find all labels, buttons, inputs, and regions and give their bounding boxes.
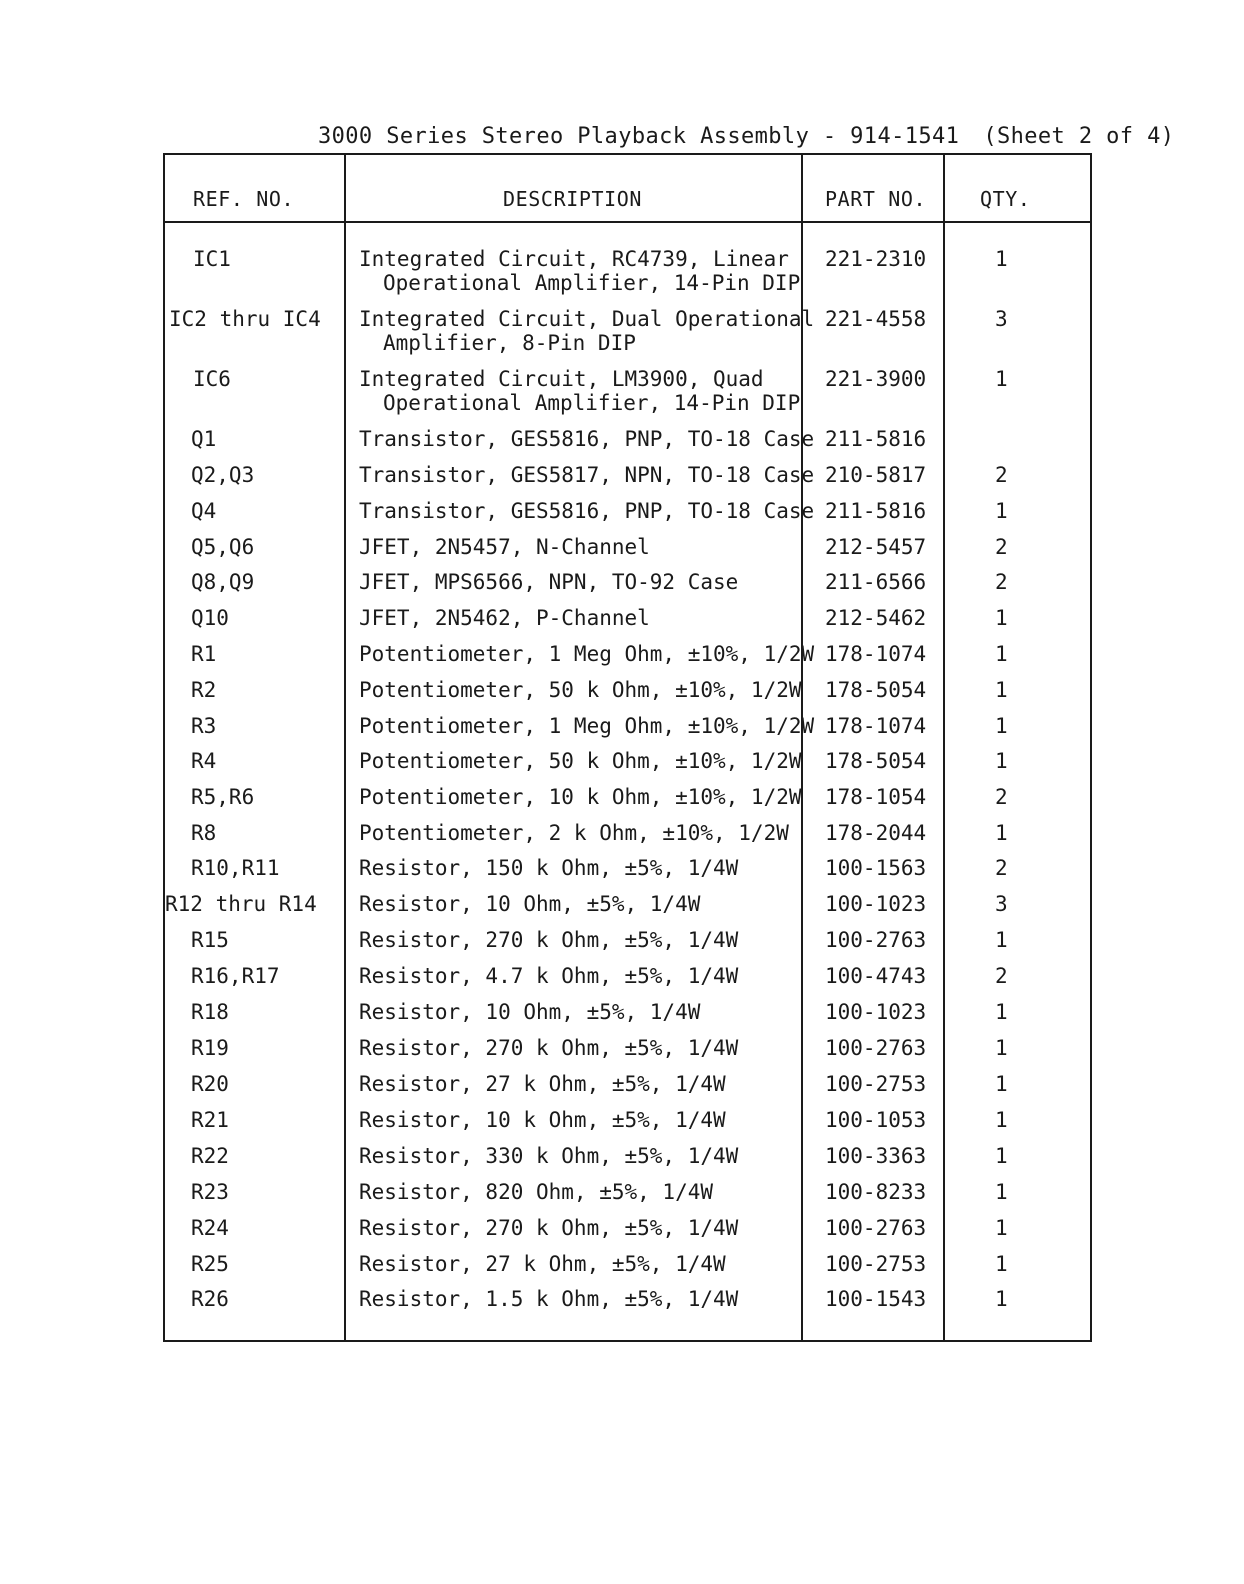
header-qty: QTY.	[980, 187, 1031, 211]
header-part: PART NO.	[825, 187, 927, 211]
description-continuation: Amplifier, 8-Pin DIP	[383, 331, 636, 355]
quantity-cell: 1	[995, 606, 1008, 630]
description-line: Potentiometer, 1 Meg Ohm, ±10%, 1/2W	[359, 642, 815, 666]
description-line: JFET, 2N5457, N-Channel	[359, 535, 650, 559]
quantity-cell: 1	[995, 1072, 1008, 1096]
part-number-cell: 100-1023	[825, 1000, 927, 1024]
ref-cell: R5,R6	[191, 785, 255, 809]
description-cell	[359, 367, 800, 415]
quantity-cell: 1	[995, 714, 1008, 738]
quantity-cell: 1	[995, 1144, 1008, 1168]
description-cell	[359, 499, 814, 523]
header-description: DESCRIPTION	[503, 187, 643, 211]
column-divider	[344, 155, 346, 1340]
quantity-cell: 2	[995, 856, 1008, 880]
ref-cell: Q8,Q9	[191, 570, 255, 594]
description-cell	[359, 678, 802, 702]
description-line: Resistor, 10 k Ohm, ±5%, 1/4W	[359, 1108, 726, 1132]
part-number-cell: 178-5054	[825, 678, 927, 702]
description-line: Resistor, 820 Ohm, ±5%, 1/4W	[359, 1180, 714, 1204]
description-cell	[359, 785, 802, 809]
quantity-cell: 2	[995, 463, 1008, 487]
description-line: Resistor, 150 k Ohm, ±5%, 1/4W	[359, 856, 739, 880]
quantity-cell: 1	[995, 1000, 1008, 1024]
description-cell	[359, 821, 789, 845]
quantity-cell: 3	[995, 892, 1008, 916]
ref-cell: Q4	[191, 499, 217, 523]
parts-table	[163, 153, 1092, 1342]
ref-cell: R18	[191, 1000, 229, 1024]
ref-cell: R24	[191, 1216, 229, 1240]
part-number-cell: 178-5054	[825, 749, 927, 773]
description-line: Resistor, 270 k Ohm, ±5%, 1/4W	[359, 1036, 739, 1060]
part-number-cell: 100-3363	[825, 1144, 927, 1168]
ref-cell: R20	[191, 1072, 229, 1096]
quantity-cell: 2	[995, 570, 1008, 594]
ref-cell: R4	[191, 749, 217, 773]
quantity-cell: 2	[995, 535, 1008, 559]
description-line: Resistor, 270 k Ohm, ±5%, 1/4W	[359, 928, 739, 952]
description-cell	[359, 964, 738, 988]
column-divider	[943, 155, 945, 1340]
quantity-cell: 1	[995, 642, 1008, 666]
ref-cell: R23	[191, 1180, 229, 1204]
part-number-cell: 221-2310	[825, 247, 927, 271]
description-cell	[359, 714, 814, 738]
ref-cell: Q10	[191, 606, 229, 630]
description-cell	[359, 1036, 738, 1060]
description-line: Resistor, 1.5 k Ohm, ±5%, 1/4W	[359, 1287, 739, 1311]
quantity-cell: 1	[995, 1252, 1008, 1276]
part-number-cell: 100-8233	[825, 1180, 927, 1204]
description-line: Resistor, 10 Ohm, ±5%, 1/4W	[359, 1000, 701, 1024]
description-line: Resistor, 27 k Ohm, ±5%, 1/4W	[359, 1252, 726, 1276]
description-cell	[359, 928, 738, 952]
description-continuation: Operational Amplifier, 14-Pin DIP	[383, 271, 801, 295]
ref-cell: R22	[191, 1144, 229, 1168]
part-number-cell: 100-2763	[825, 1036, 927, 1060]
quantity-cell: 1	[995, 821, 1008, 845]
description-cell	[359, 1180, 713, 1204]
description-line: Potentiometer, 2 k Ohm, ±10%, 1/2W	[359, 821, 789, 845]
ref-cell: R3	[191, 714, 217, 738]
quantity-cell: 2	[995, 785, 1008, 809]
part-number-cell: 178-1054	[825, 785, 927, 809]
part-number-cell: 211-6566	[825, 570, 927, 594]
description-line: Integrated Circuit, RC4739, Linear	[359, 247, 789, 271]
ref-cell: R26	[191, 1287, 229, 1311]
document-title	[318, 124, 1174, 149]
ref-cell: R19	[191, 1036, 229, 1060]
ref-cell: IC1	[193, 247, 231, 271]
description-line: Potentiometer, 1 Meg Ohm, ±10%, 1/2W	[359, 714, 815, 738]
description-cell	[359, 247, 800, 295]
description-line: Potentiometer, 50 k Ohm, ±10%, 1/2W	[359, 749, 802, 773]
description-line: Transistor, GES5816, PNP, TO-18 Case	[359, 499, 815, 523]
quantity-cell: 3	[995, 307, 1008, 331]
part-number-cell: 221-3900	[825, 367, 927, 391]
description-cell	[359, 1216, 738, 1240]
description-cell	[359, 463, 814, 487]
quantity-cell: 1	[995, 367, 1008, 391]
part-number-cell: 178-2044	[825, 821, 927, 845]
description-line: Resistor, 330 k Ohm, ±5%, 1/4W	[359, 1144, 739, 1168]
header-ref: REF. NO.	[193, 187, 295, 211]
quantity-cell: 1	[995, 1216, 1008, 1240]
ref-cell: R25	[191, 1252, 229, 1276]
description-cell	[359, 606, 650, 630]
part-number-cell: 211-5816	[825, 499, 927, 523]
description-line: Integrated Circuit, Dual Operational	[359, 307, 815, 331]
part-number-cell: 178-1074	[825, 714, 927, 738]
description-line: Resistor, 4.7 k Ohm, ±5%, 1/4W	[359, 964, 739, 988]
description-line: Transistor, GES5816, PNP, TO-18 Case	[359, 427, 815, 451]
description-cell	[359, 1144, 738, 1168]
part-number-cell: 212-5462	[825, 606, 927, 630]
assembly-title: 3000 Series Stereo Playback Assembly - 914-1541	[318, 124, 960, 149]
description-line: Transistor, GES5817, NPN, TO-18 Case	[359, 463, 815, 487]
ref-cell: R12 thru R14	[165, 892, 317, 916]
description-cell	[359, 1000, 700, 1024]
part-number-cell: 211-5816	[825, 427, 927, 451]
part-number-cell: 100-4743	[825, 964, 927, 988]
description-line: Potentiometer, 10 k Ohm, ±10%, 1/2W	[359, 785, 802, 809]
sheet-number: (Sheet 2 of 4)	[983, 124, 1175, 149]
part-number-cell: 100-1543	[825, 1287, 927, 1311]
description-cell	[359, 749, 802, 773]
quantity-cell: 1	[995, 1287, 1008, 1311]
ref-cell: R15	[191, 928, 229, 952]
description-continuation: Operational Amplifier, 14-Pin DIP	[383, 391, 801, 415]
description-cell	[359, 427, 814, 451]
description-cell	[359, 1287, 738, 1311]
quantity-cell: 1	[995, 499, 1008, 523]
description-cell	[359, 856, 738, 880]
description-cell	[359, 535, 650, 559]
quantity-cell: 1	[995, 678, 1008, 702]
part-number-cell: 210-5817	[825, 463, 927, 487]
part-number-cell: 100-2753	[825, 1072, 927, 1096]
description-cell	[359, 1072, 726, 1096]
description-cell	[359, 892, 700, 916]
part-number-cell: 100-2763	[825, 928, 927, 952]
description-line: JFET, MPS6566, NPN, TO-92 Case	[359, 570, 739, 594]
quantity-cell: 1	[995, 247, 1008, 271]
part-number-cell: 212-5457	[825, 535, 927, 559]
ref-cell: IC6	[193, 367, 231, 391]
part-number-cell: 100-2763	[825, 1216, 927, 1240]
ref-cell: Q1	[191, 427, 217, 451]
description-cell	[359, 1252, 726, 1276]
description-line: Resistor, 10 Ohm, ±5%, 1/4W	[359, 892, 701, 916]
description-cell	[359, 642, 814, 666]
description-line: JFET, 2N5462, P-Channel	[359, 606, 650, 630]
part-number-cell: 100-2753	[825, 1252, 927, 1276]
description-cell	[359, 570, 738, 594]
ref-cell: R16,R17	[191, 964, 280, 988]
part-number-cell: 178-1074	[825, 642, 927, 666]
header-divider	[165, 221, 1090, 223]
description-line: Integrated Circuit, LM3900, Quad	[359, 367, 764, 391]
ref-cell: Q5,Q6	[191, 535, 255, 559]
part-number-cell: 100-1053	[825, 1108, 927, 1132]
ref-cell: R2	[191, 678, 217, 702]
ref-cell: Q2,Q3	[191, 463, 255, 487]
part-number-cell: 100-1563	[825, 856, 927, 880]
quantity-cell: 1	[995, 749, 1008, 773]
quantity-cell: 1	[995, 1180, 1008, 1204]
ref-cell: R8	[191, 821, 217, 845]
ref-cell: IC2 thru IC4	[169, 307, 321, 331]
quantity-cell: 1	[995, 1036, 1008, 1060]
ref-cell: R10,R11	[191, 856, 280, 880]
description-line: Potentiometer, 50 k Ohm, ±10%, 1/2W	[359, 678, 802, 702]
part-number-cell: 221-4558	[825, 307, 927, 331]
description-cell	[359, 307, 814, 355]
part-number-cell: 100-1023	[825, 892, 927, 916]
quantity-cell: 1	[995, 928, 1008, 952]
quantity-cell: 1	[995, 1108, 1008, 1132]
ref-cell: R1	[191, 642, 217, 666]
description-cell	[359, 1108, 726, 1132]
quantity-cell: 2	[995, 964, 1008, 988]
ref-cell: R21	[191, 1108, 229, 1132]
description-line: Resistor, 270 k Ohm, ±5%, 1/4W	[359, 1216, 739, 1240]
description-line: Resistor, 27 k Ohm, ±5%, 1/4W	[359, 1072, 726, 1096]
